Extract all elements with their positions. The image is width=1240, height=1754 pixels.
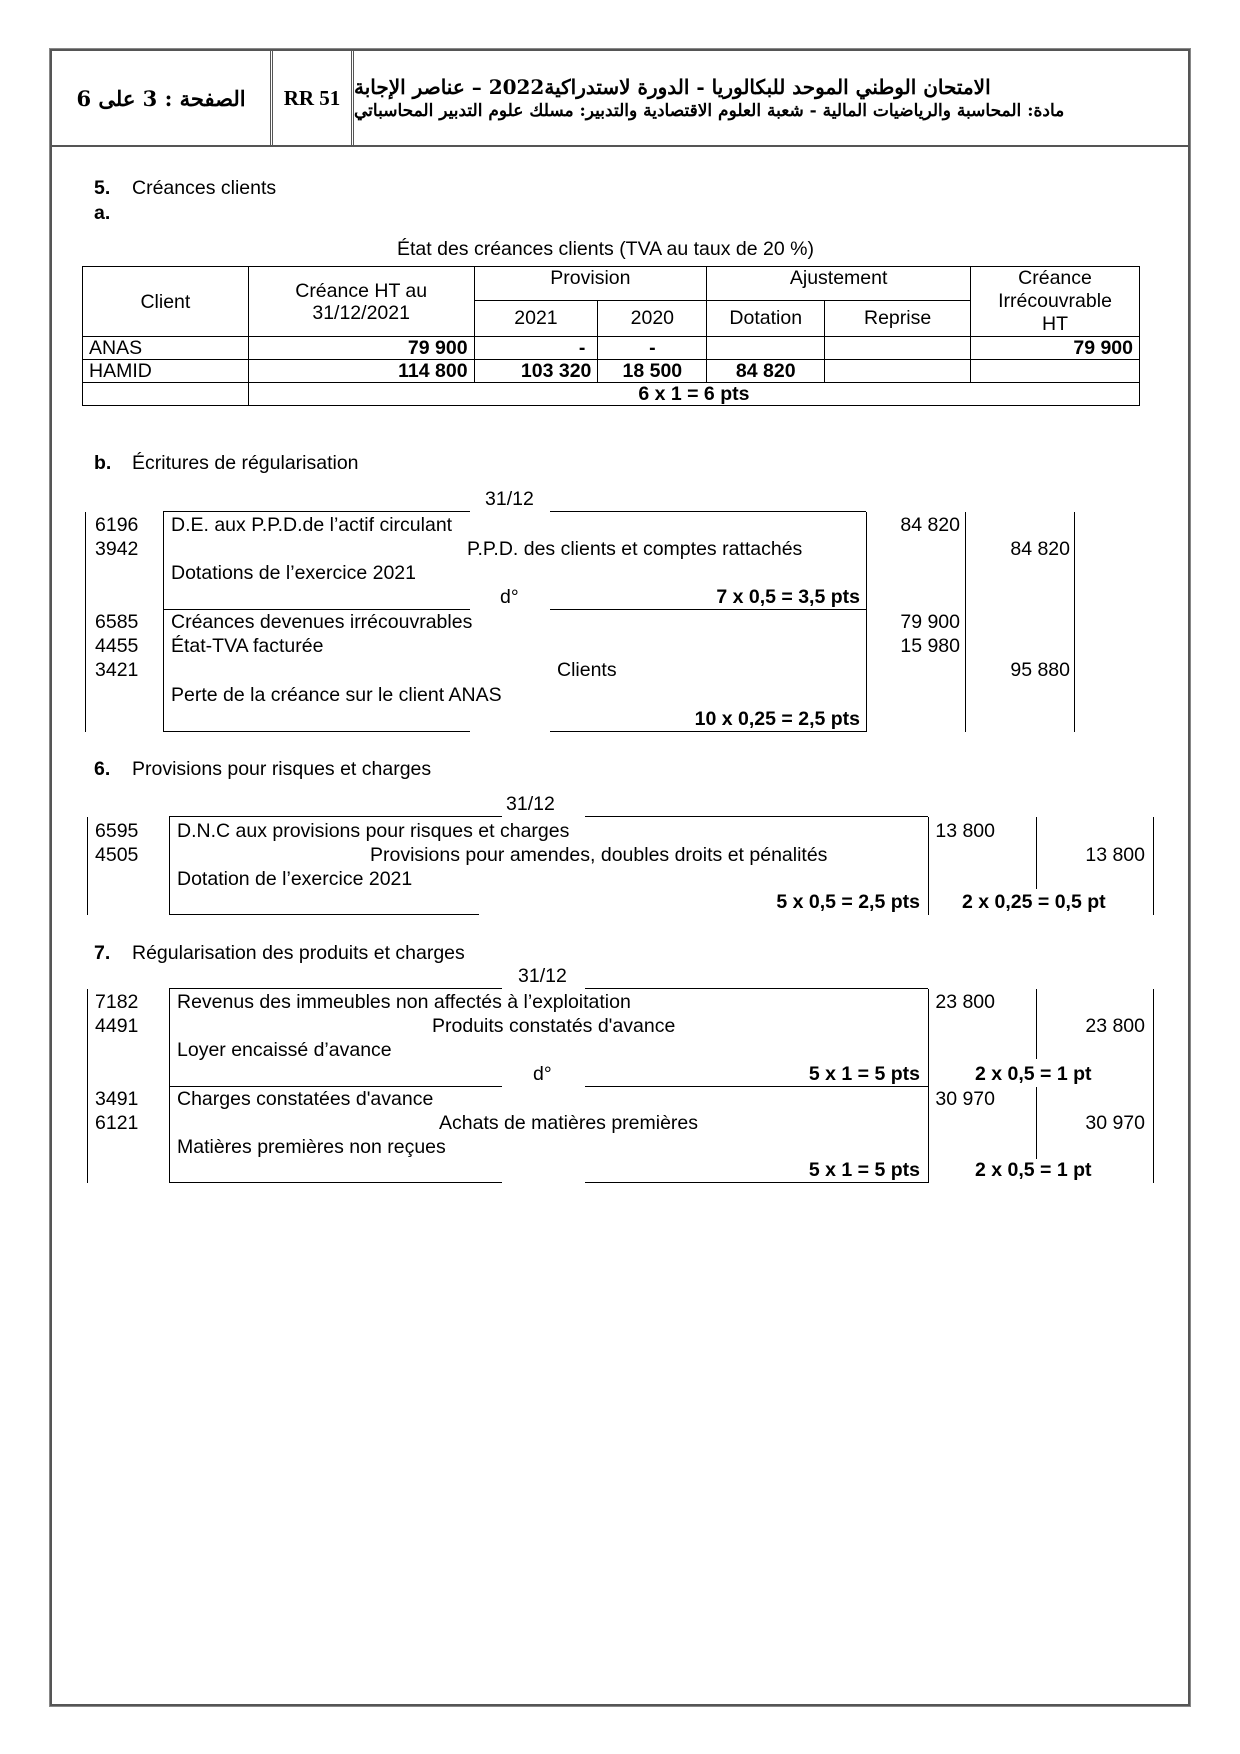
- entry-description: Dotations de l’exercice 2021: [171, 562, 416, 584]
- entry-score-amounts: 2 x 0,25 = 0,5 pt: [962, 891, 1106, 913]
- exam-code: RR 51: [273, 51, 354, 145]
- section-7-number: 7.: [94, 942, 111, 964]
- header-creance: Créance HT au 31/12/2021: [248, 267, 474, 337]
- entry-score: 7 x 0,5 = 3,5 pts: [716, 586, 860, 608]
- cell-creance: 79 900: [248, 337, 474, 360]
- cell-dotation: 84 820: [707, 360, 825, 383]
- entry-score-amounts: 2 x 0,5 = 1 pt: [975, 1063, 1092, 1085]
- header-2020: 2020: [598, 300, 707, 336]
- journal-date: 31/12: [485, 488, 534, 510]
- account-number: 6196: [95, 514, 139, 536]
- account-number: 3491: [95, 1088, 139, 1110]
- credit-amount: 13 800: [1085, 844, 1145, 866]
- debit-amount: 23 800: [935, 991, 995, 1013]
- entry-debit-label: Revenus des immeubles non affectés à l’exploitation: [177, 991, 631, 1013]
- page-number: الصفحة : 3 على 6: [52, 51, 273, 145]
- section-6-number: 6.: [94, 758, 111, 780]
- cell-p2020: 18 500: [598, 360, 707, 383]
- credit-amount: 84 820: [1010, 538, 1070, 560]
- ditto-mark: d°: [500, 586, 519, 608]
- entry-score-amounts: 2 x 0,5 = 1 pt: [975, 1159, 1092, 1181]
- header: [52, 51, 1188, 147]
- debit-amount: 84 820: [900, 514, 960, 536]
- section-5a-label: a.: [94, 202, 111, 224]
- account-number: 3421: [95, 659, 139, 681]
- table-row: [83, 360, 1140, 383]
- cell-dotation: [707, 337, 825, 360]
- journal-date: 31/12: [518, 965, 567, 987]
- credit-amount: 23 800: [1085, 1015, 1145, 1037]
- entry-credit-label: Provisions pour amendes, doubles droits et pénalités: [370, 844, 828, 866]
- entry-credit-label: Produits constatés d'avance: [432, 1015, 676, 1037]
- header-2021: 2021: [474, 300, 598, 336]
- header-dotation: Dotation: [707, 300, 825, 336]
- exam-title-line2: مادة: المحاسبة والرياضيات المالية - شعبة العلوم الاقتصادية والتدبير: مسلك علوم التدبير المحاسباتي: [354, 101, 1065, 121]
- entry-description: Matières premières non reçues: [177, 1136, 446, 1158]
- account-number: 7182: [95, 991, 139, 1013]
- cell-p2021: -: [474, 337, 598, 360]
- account-number: 3942: [95, 538, 139, 560]
- cell-p2020: -: [598, 337, 707, 360]
- debit-amount: 79 900: [900, 611, 960, 633]
- header-irrecouvrable: Créance Irrécouvrable HT: [971, 267, 1140, 337]
- account-number: 4505: [95, 844, 139, 866]
- entry-debit-label: D.E. aux P.P.D.de l’actif circulant: [171, 514, 453, 536]
- entry-credit-label: Clients: [557, 659, 617, 681]
- entry-description: Loyer encaissé d’avance: [177, 1039, 392, 1061]
- section-7-title: Régularisation des produits et charges: [132, 942, 465, 964]
- section-6-title: Provisions pour risques et charges: [132, 758, 432, 780]
- entry-credit-label: P.P.D. des clients et comptes rattachés: [467, 538, 803, 560]
- section-5-number: 5.: [94, 177, 111, 199]
- table-score: 6 x 1 = 6 pts: [248, 383, 1139, 406]
- entry-score: 10 x 0,25 = 2,5 pts: [694, 708, 860, 730]
- credit-amount: 95 880: [1010, 659, 1070, 681]
- credit-amount: 30 970: [1085, 1112, 1145, 1134]
- entry-debit-label: Charges constatées d'avance: [177, 1088, 434, 1110]
- debit-amount: 13 800: [935, 820, 995, 842]
- cell-irr: [971, 360, 1140, 383]
- exam-title: [354, 51, 1188, 145]
- section-5b-label: b.: [94, 452, 112, 474]
- cell-irr: 79 900: [971, 337, 1140, 360]
- header-client: Client: [83, 267, 249, 337]
- table-row: [83, 337, 1140, 360]
- exam-title-line1: الامتحان الوطني الموحد للبكالوريا - الدورة لاستدراكية2022 – عناصر الإجابة: [354, 75, 991, 99]
- cell-client: ANAS: [83, 337, 249, 360]
- entry-description: Perte de la créance sur le client ANAS: [171, 684, 502, 706]
- header-ajustement: Ajustement: [707, 267, 971, 301]
- header-reprise: Reprise: [825, 300, 971, 336]
- debit-amount: 15 980: [900, 635, 960, 657]
- entry-debit-label: État-TVA facturée: [171, 635, 324, 657]
- account-number: 4491: [95, 1015, 139, 1037]
- entry-debit-label: D.N.C aux provisions pour risques et charges: [177, 820, 570, 842]
- cell-p2021: 103 320: [474, 360, 598, 383]
- cell-reprise: [825, 337, 971, 360]
- section-5-title: Créances clients: [132, 177, 277, 199]
- score-spacer: [83, 383, 249, 406]
- entry-score: 5 x 1 = 5 pts: [808, 1159, 920, 1181]
- section-5b-title: Écritures de régularisation: [132, 452, 359, 474]
- entry-credit-label: Achats de matières premières: [439, 1112, 699, 1134]
- account-number: 6595: [95, 820, 139, 842]
- account-number: 4455: [95, 635, 139, 657]
- ditto-mark: d°: [533, 1063, 552, 1085]
- entry-debit-label: Créances devenues irrécouvrables: [171, 611, 473, 633]
- creances-table: [82, 266, 1140, 406]
- entry-description: Dotation de l’exercice 2021: [177, 868, 413, 890]
- account-number: 6585: [95, 611, 139, 633]
- account-number: 6121: [95, 1112, 139, 1134]
- cell-reprise: [825, 360, 971, 383]
- table-title: État des créances clients (TVA au taux de 20 %): [397, 238, 814, 260]
- cell-creance: 114 800: [248, 360, 474, 383]
- header-provision: Provision: [474, 267, 707, 301]
- journal-date: 31/12: [506, 793, 555, 815]
- entry-score: 5 x 0,5 = 2,5 pts: [776, 891, 920, 913]
- entry-score: 5 x 1 = 5 pts: [808, 1063, 920, 1085]
- cell-client: HAMID: [83, 360, 249, 383]
- debit-amount: 30 970: [935, 1088, 995, 1110]
